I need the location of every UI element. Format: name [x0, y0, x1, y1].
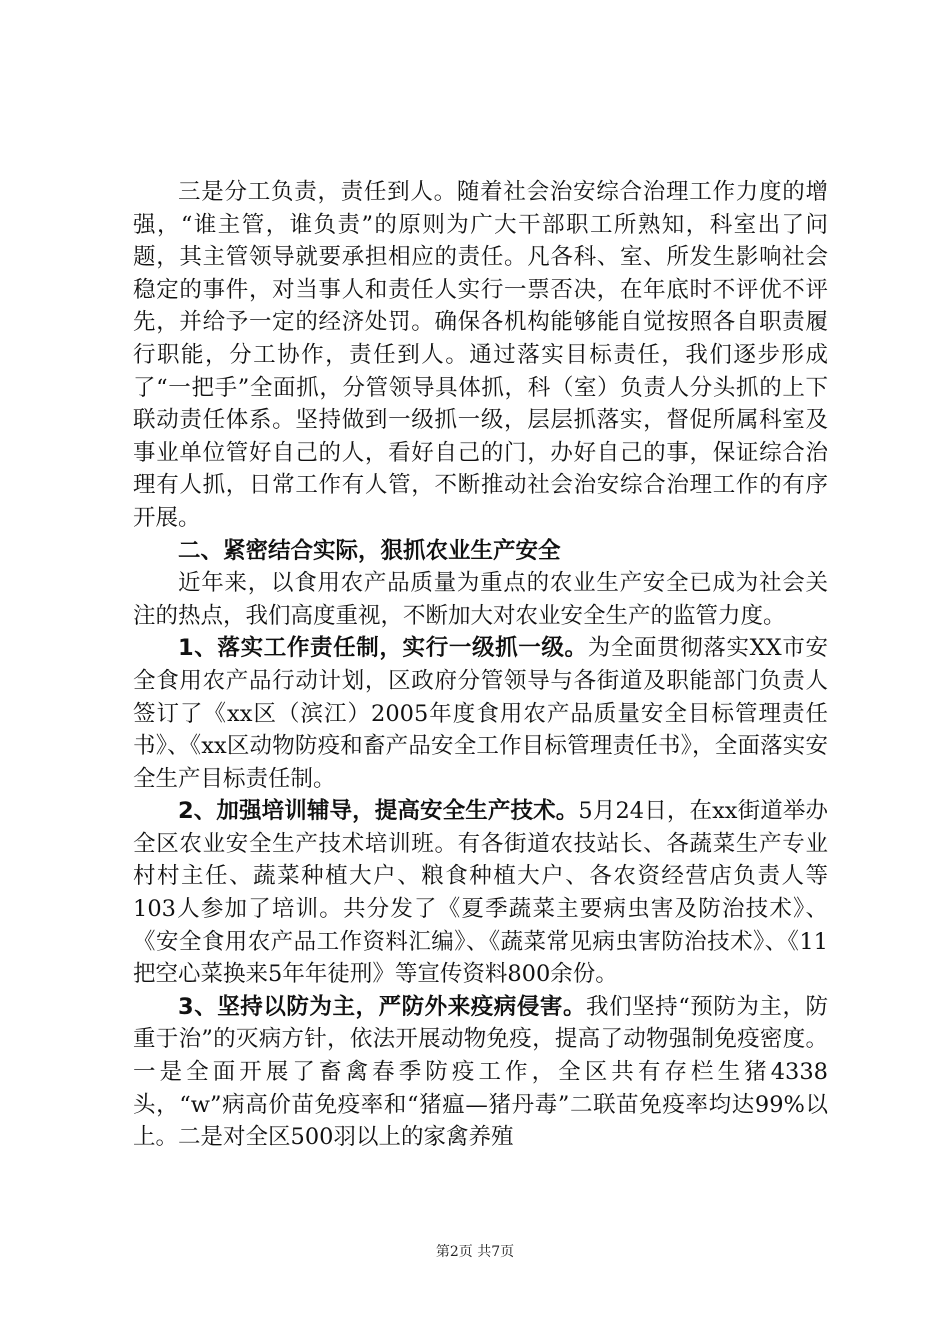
paragraph-lead: 3、坚持以防为主，严防外来疫病侵害。: [178, 993, 587, 1020]
paragraph-lead: 1、落实工作责任制，实行一级抓一级。: [178, 635, 588, 662]
paragraph-text: 为全面贯彻落实XX市安全食用农产品行动计划，区政府分管领导与各街道及职能部门负责人签订了《xx区（滨江）2005年度食用农产品质量安全目标管理责任书》、《xx区动物防疫和畜产品安全工作目标管理责任书》，全面落实安全生产目标责任制。: [133, 635, 828, 792]
paragraph-text: 我们坚持“预防为主，防重于治”的灭病方针，依法开展动物免疫，提高了动物强制免疫密度。一是全面开展了畜禽春季防疫工作，全区共有存栏生猪4338头，“w”病高价苗免疫率和“猪瘟—猪丹毒”二联苗免疫率均达99%以上。二是对全区500羽以上的家禽养殖: [133, 993, 828, 1151]
paragraph-text: 近年来，以食用农产品质量为重点的农业生产安全已成为社会关注的热点，我们高度重视，不断加大对农业安全生产的监管力度。: [133, 570, 828, 629]
paragraph-division-of-duties: [133, 176, 828, 535]
document-body: [133, 176, 828, 1154]
paragraph-item-3: [133, 991, 828, 1154]
paragraph-text: 三是分工负责，责任到人。随着社会治安综合治理工作力度的增强，“谁主管，谁负责”的原则为广大干部职工所熟知，科室出了问题，其主管领导就要承担相应的责任。凡各科、室、所发生影响社会稳定的事件，对当事人和责任人实行一票否决，在年底时不评优不评先，并给予一定的经济处罚。确保各机构能够能自觉按照各自职责履行职能，分工协作，责任到人。通过落实目标责任，我们逐步形成了“一把手”全面抓，分管领导具体抓，科（室）负责人分头抓的上下联动责任体系。坚持做到一级抓一级，层层抓落实，督促所属科室及事业单位管好自己的人，看好自己的门，办好自己的事，保证综合治理有人抓，日常工作有人管，不断推动社会治安综合治理工作的有序开展。: [133, 179, 828, 531]
paragraph-lead: 2、加强培训辅导，提高安全生产技术。: [178, 798, 579, 825]
page-footer: 第2页 共7页: [435, 1244, 515, 1260]
paragraph-intro: [133, 567, 828, 632]
paragraph-text: 5月24日，在xx街道举办全区农业安全生产技术培训班。有各街道农技站长、各蔬菜生产专业村村主任、蔬菜种植大户、粮食种植大户、各农资经营店负责人等103人参加了培训。共分发了《夏季蔬菜主要病虫害及防治技术》、《安全食用农产品工作资料汇编》、《蔬菜常见病虫害防治技术》、《11把空心菜换来5年年徒刑》等宣传资料800余份。: [133, 798, 828, 988]
paragraph-item-1: [133, 632, 828, 795]
paragraph-item-2: [133, 795, 828, 991]
section-heading-agriculture-safety: 二、紧密结合实际，狠抓农业生产安全: [178, 537, 561, 564]
